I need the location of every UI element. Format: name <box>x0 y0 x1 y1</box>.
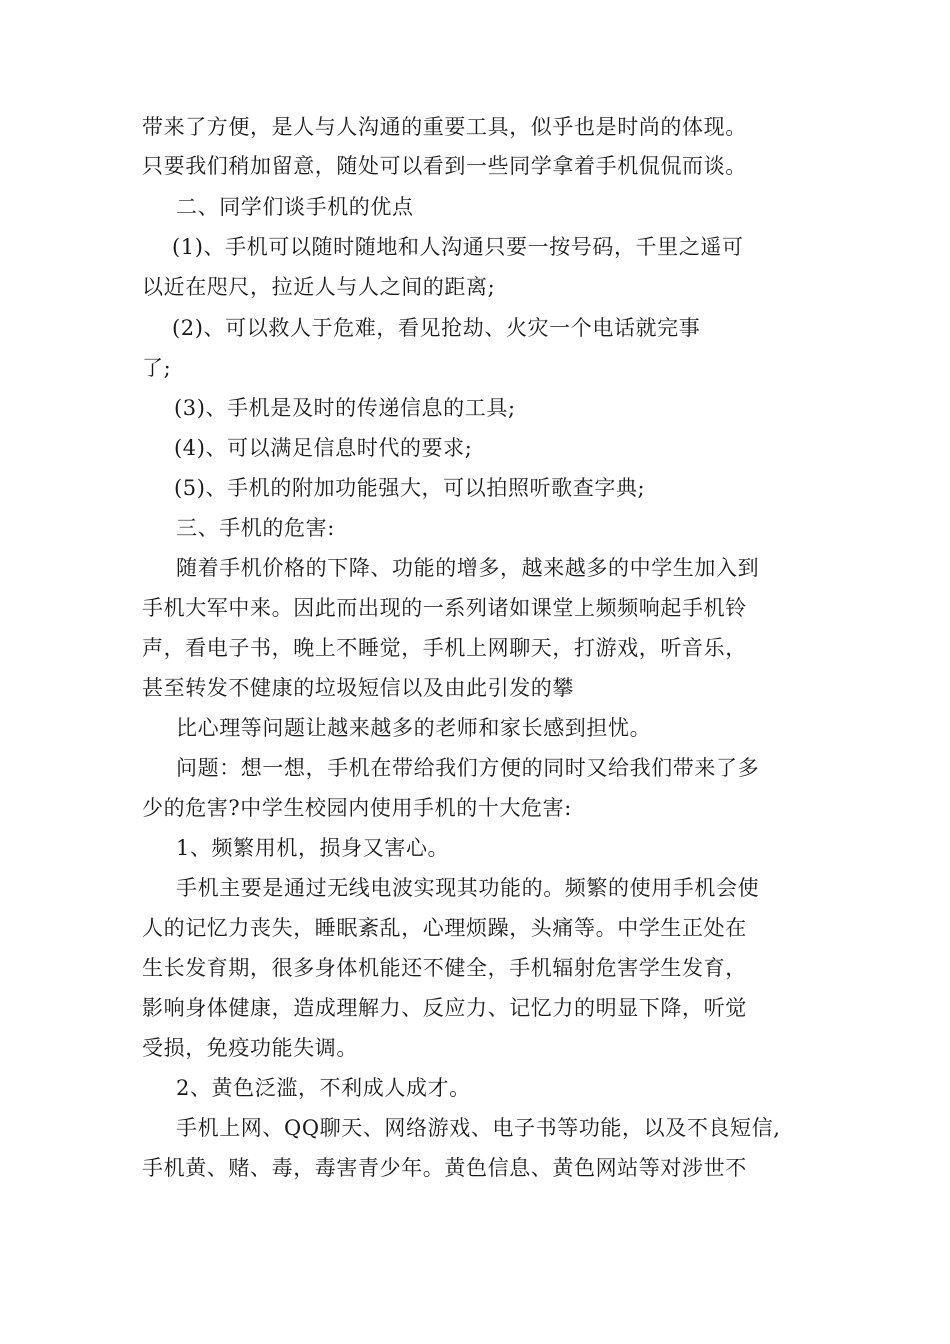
text-line: (4)、可以满足信息时代的要求; <box>174 436 473 460</box>
text-line: 影响身体健康，造成理解力、反应力、记忆力的明显下降，听觉 <box>142 996 747 1020</box>
text-line: 手机黄、赌、毒，毒害青少年。黄色信息、黄色网站等对涉世不 <box>142 1156 747 1180</box>
section-heading: 二、同学们谈手机的优点 <box>176 195 414 219</box>
section-heading: 三、手机的危害: <box>176 516 335 540</box>
text-line: 带来了方便，是人与人沟通的重要工具，似乎也是时尚的体现。 <box>142 115 747 139</box>
text-line: 问题：想一想，手机在带给我们方便的同时又给我们带来了多 <box>176 756 760 780</box>
text-line: (3)、手机是及时的传递信息的工具; <box>174 396 516 420</box>
text-line: 受损，免疫功能失调。 <box>142 1036 358 1060</box>
text-line: 少的危害?中学生校园内使用手机的十大危害: <box>142 796 572 820</box>
text-line: (1)、手机可以随时随地和人沟通只要一按号码，千里之遥可 <box>172 235 744 259</box>
text-line: (5)、手机的附加功能强大，可以拍照听歌查字典; <box>174 476 646 500</box>
text-line: 只要我们稍加留意，随处可以看到一些同学拿着手机侃侃而谈。 <box>142 154 747 178</box>
text-line: 了; <box>142 356 172 380</box>
text-line: 人的记忆力丧失，睡眠紊乱，心理烦躁，头痛等。中学生正处在 <box>142 916 747 940</box>
text-line: 比心理等问题让越来越多的老师和家长感到担忧。 <box>176 716 652 740</box>
text-line: 生长发育期，很多身体机能还不健全，手机辐射危害学生发育， <box>142 956 747 980</box>
text-line: 甚至转发不健康的垃圾短信以及由此引发的攀 <box>142 676 574 700</box>
text-line: 手机主要是通过无线电波实现其功能的。频繁的使用手机会使 <box>176 876 760 900</box>
section-heading: 1、频繁用机，损身又害心。 <box>176 836 450 860</box>
text-line: (2)、可以救人于危难，看见抢劫、火灾一个电话就完事 <box>172 316 701 340</box>
text-line: 以近在咫尺，拉近人与人之间的距离; <box>142 275 496 299</box>
text-line: 随着手机价格的下降、功能的增多，越来越多的中学生加入到 <box>176 556 760 580</box>
text-line: 手机大军中来。因此而出现的一系列诸如课堂上频频响起手机铃 <box>142 596 747 620</box>
text-line: 声，看电子书，晚上不睡觉，手机上网聊天，打游戏，听音乐， <box>142 636 747 660</box>
text-line: 手机上网、QQ聊天、网络游戏、电子书等功能，以及不良短信, <box>176 1116 781 1140</box>
section-heading: 2、黄色泛滥，不利成人成才。 <box>176 1076 471 1100</box>
